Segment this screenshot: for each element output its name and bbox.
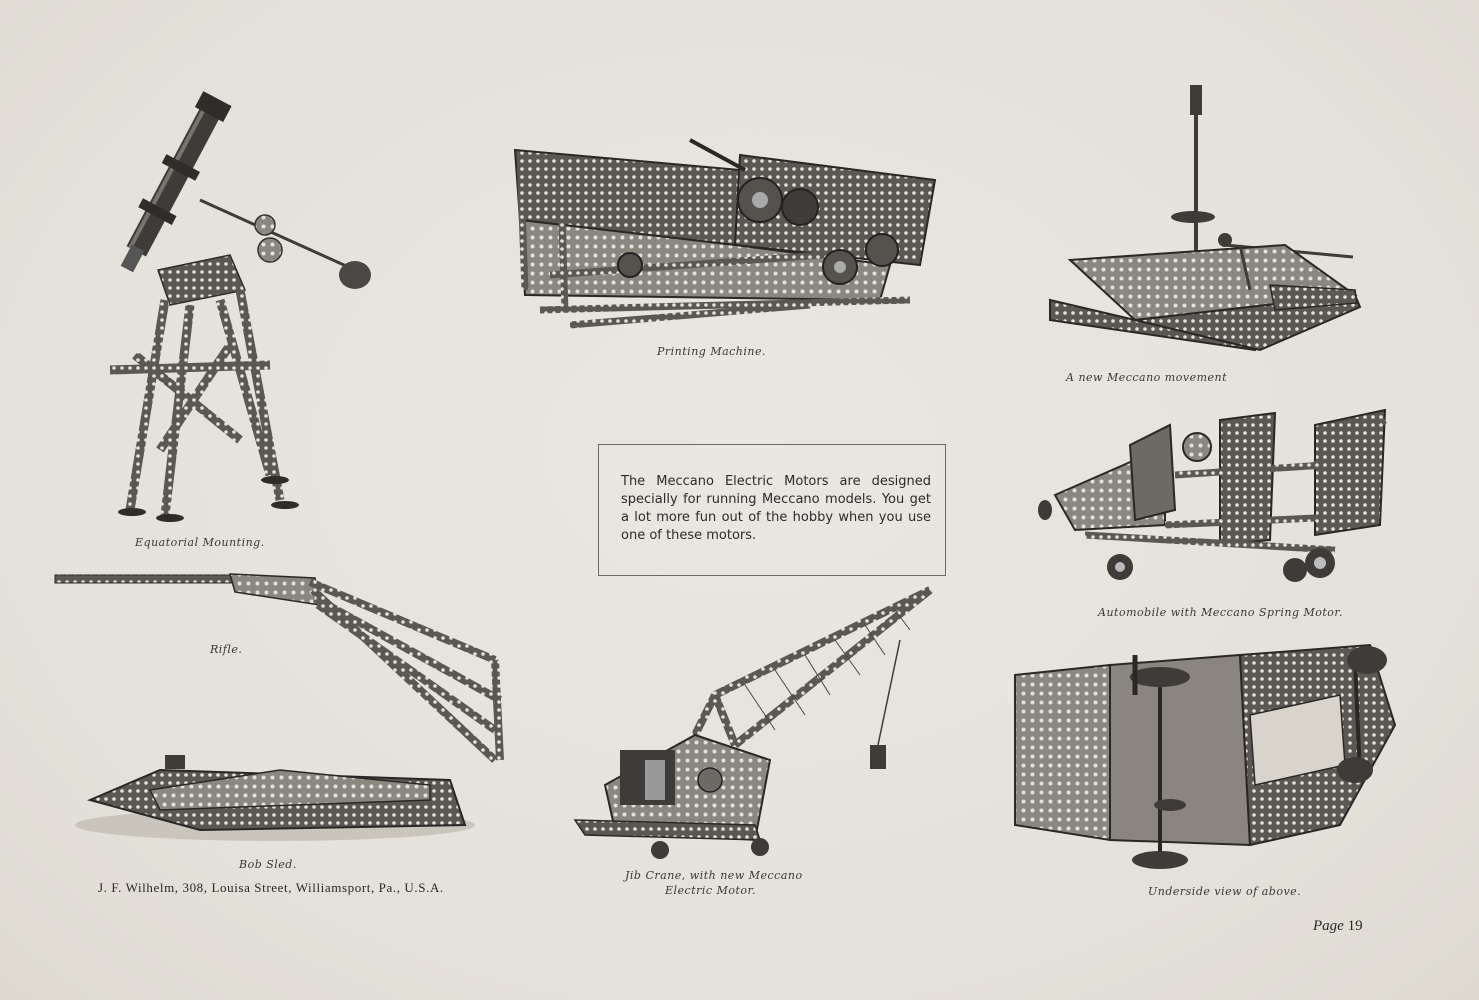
caption-rifle: Rifle.	[210, 643, 243, 656]
page-number-value: 19	[1347, 918, 1363, 934]
caption-jib-crane-line2: Electric Motor.	[665, 884, 757, 897]
caption-jib-crane-line1: Jib Crane, with new Meccano	[625, 869, 803, 882]
jib-crane-illustration	[575, 585, 945, 865]
bob-sled-illustration	[70, 755, 480, 845]
underside-view-illustration	[1010, 635, 1405, 875]
motors-notice-box	[598, 444, 946, 576]
caption-automobile: Automobile with Meccano Spring Motor.	[1098, 606, 1343, 619]
caption-bob-sled: Bob Sled.	[239, 858, 297, 871]
automobile-illustration	[1025, 405, 1395, 590]
caption-printing-machine: Printing Machine.	[657, 345, 766, 358]
meccano-movement-illustration	[1045, 85, 1365, 355]
dealer-address: J. F. Wilhelm, 308, Louisa Street, Williamsport, Pa., U.S.A.	[98, 880, 444, 895]
motors-notice-text: The Meccano Electric Motors are designed specially for running Meccano models. You get a lot more fun out of the hobby when you use one of these motors.	[621, 474, 931, 543]
caption-meccano-movement: A new Meccano movement	[1066, 371, 1228, 384]
page-number	[1313, 918, 1363, 935]
page-label: Page	[1313, 918, 1344, 934]
caption-equatorial-mounting: Equatorial Mounting.	[135, 536, 265, 549]
equatorial-mounting-illustration	[70, 60, 390, 530]
caption-underside-view: Underside view of above.	[1148, 885, 1302, 898]
rifle-illustration	[55, 570, 510, 770]
printing-machine-illustration	[510, 125, 940, 340]
